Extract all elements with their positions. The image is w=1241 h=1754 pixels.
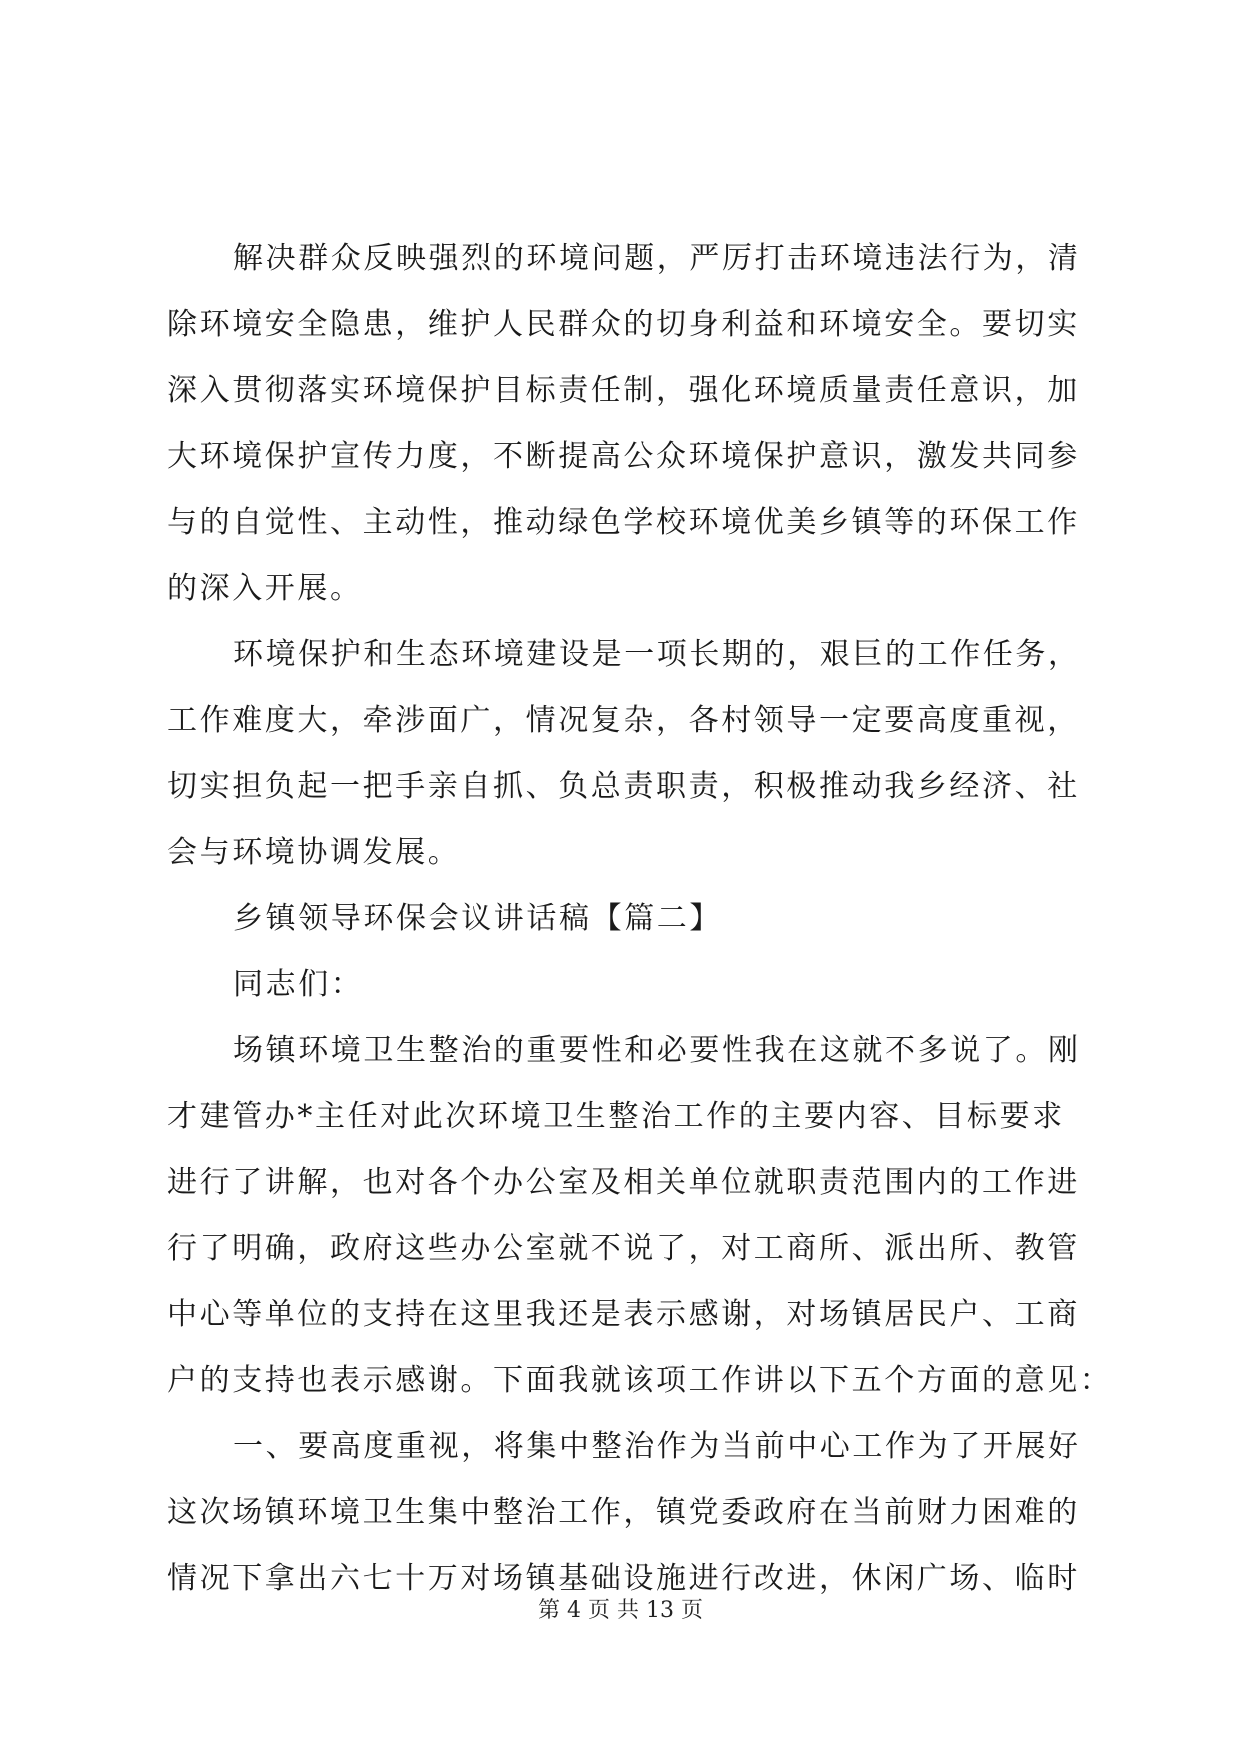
text-line: 这次场镇环境卫生集中整治工作，镇党委政府在当前财力困难的 (167, 1495, 1080, 1530)
text-line: 一、要高度重视，将集中整治作为当前中心工作为了开展好 (233, 1429, 1081, 1464)
text-line: 工作难度大，牵涉面广，情况复杂，各村领导一定要高度重视， (167, 703, 1080, 738)
text-line: 中心等单位的支持在这里我还是表示感谢，对场镇居民户、工商 (167, 1297, 1080, 1332)
section-heading: 乡镇领导环保会议讲话稿【篇二】 (233, 901, 722, 936)
text-line: 切实担负起一把手亲自抓、负总责职责，积极推动我乡经济、社 (167, 769, 1080, 804)
text-line: 行了明确，政府这些办公室就不说了，对工商所、派出所、教管 (167, 1231, 1080, 1266)
text-line: 场镇环境卫生整治的重要性和必要性我在这就不多说了。刚 (233, 1033, 1081, 1068)
text-line: 的深入开展。 (167, 571, 363, 606)
salutation: 同志们： (233, 967, 364, 1002)
text-line: 与的自觉性、主动性，推动绿色学校环境优美乡镇等的环保工作 (167, 505, 1080, 540)
text-line: 深入贯彻落实环境保护目标责任制，强化环境质量责任意识，加 (167, 373, 1080, 408)
text-line: 户的支持也表示感谢。下面我就该项工作讲以下五个方面的意见： (167, 1363, 1113, 1398)
text-line: 大环境保护宣传力度，不断提高公众环境保护意识，激发共同参 (167, 439, 1080, 474)
text-line: 进行了讲解，也对各个办公室及相关单位就职责范围内的工作进 (167, 1165, 1080, 1200)
text-line: 环境保护和生态环境建设是一项长期的，艰巨的工作任务， (233, 637, 1081, 672)
text-line: 解决群众反映强烈的环境问题，严厉打击环境违法行为，清 (233, 241, 1081, 276)
text-line: 会与环境协调发展。 (167, 835, 461, 870)
text-line: 情况下拿出六七十万对场镇基础设施进行改进，休闲广场、临时 (167, 1561, 1080, 1596)
text-line: 才建管办*主任对此次环境卫生整治工作的主要内容、目标要求 (167, 1099, 1065, 1134)
body-text (167, 226, 1113, 1612)
page-number-footer: 第 4 页 共 13 页 (538, 1598, 703, 1623)
text-line: 除环境安全隐患，维护人民群众的切身利益和环境安全。要切实 (167, 307, 1080, 342)
